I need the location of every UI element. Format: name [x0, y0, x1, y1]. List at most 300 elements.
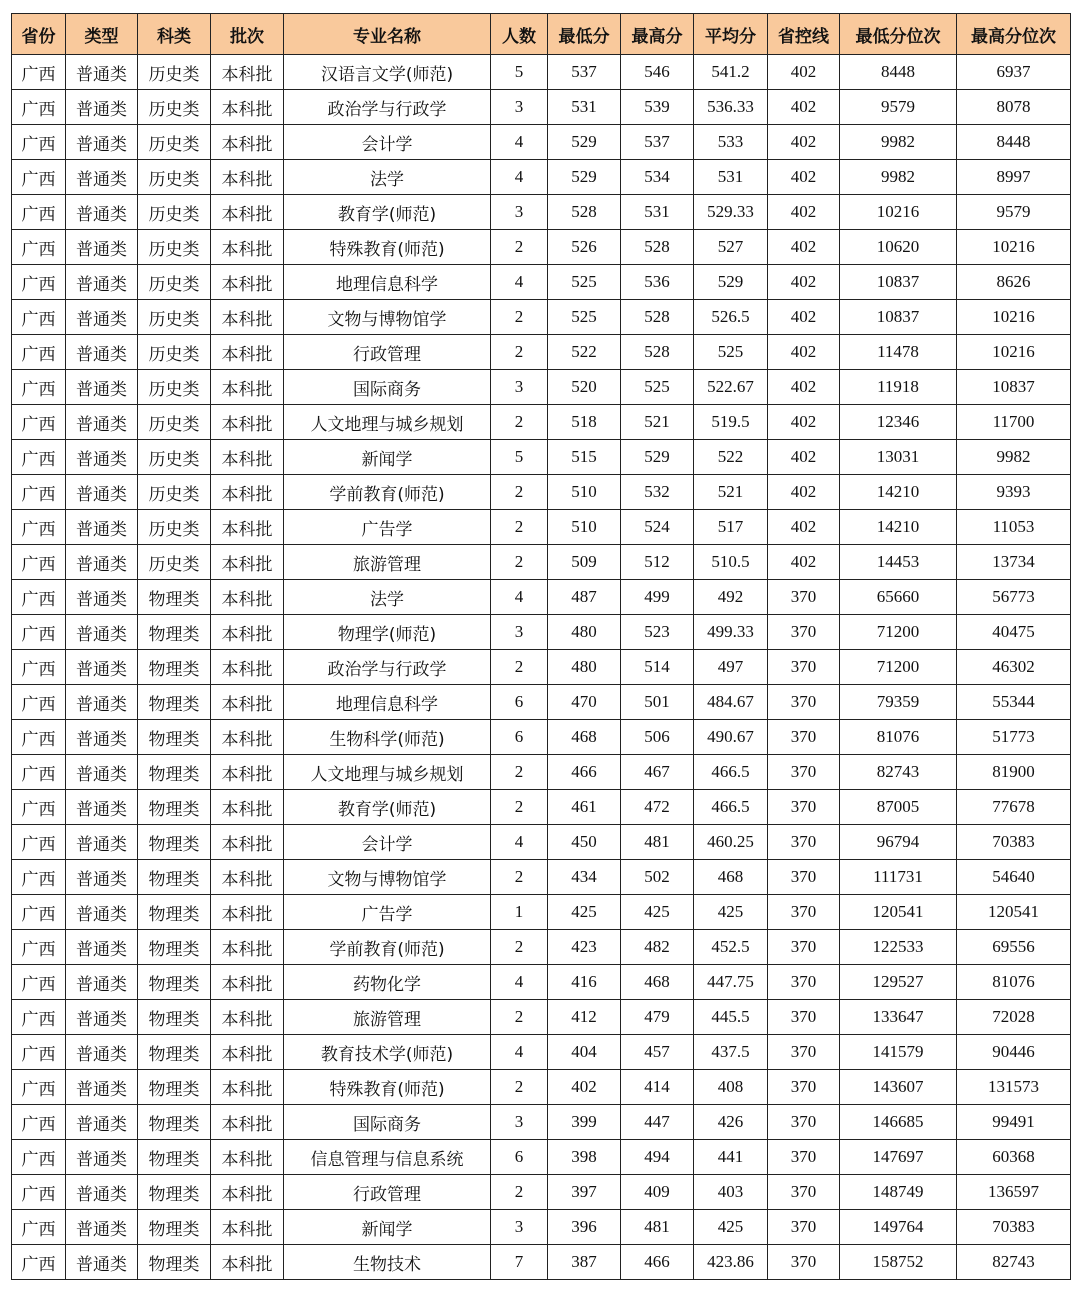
cell-major-name: 国际商务 — [284, 370, 491, 405]
cell-type: 普通类 — [66, 265, 138, 300]
cell-major-name: 新闻学 — [284, 1210, 491, 1245]
cell-enrollment-count: 4 — [491, 125, 548, 160]
cell-max-score: 482 — [621, 930, 694, 965]
cell-enrollment-count: 6 — [491, 685, 548, 720]
cell-provincial-control-line: 370 — [768, 1105, 840, 1140]
cell-provincial-control-line: 370 — [768, 1000, 840, 1035]
cell-subject-category: 物理类 — [138, 860, 211, 895]
cell-max-score: 521 — [621, 405, 694, 440]
cell-max-score-rank: 70383 — [957, 825, 1071, 860]
cell-type: 普通类 — [66, 510, 138, 545]
cell-type: 普通类 — [66, 370, 138, 405]
cell-type: 普通类 — [66, 195, 138, 230]
cell-batch: 本科批 — [211, 1175, 284, 1210]
cell-province: 广西 — [12, 825, 66, 860]
cell-max-score-rank: 8078 — [957, 90, 1071, 125]
column-header-avg-score: 平均分 — [694, 14, 768, 55]
cell-min-score-rank: 120541 — [840, 895, 957, 930]
cell-avg-score: 468 — [694, 860, 768, 895]
table-row — [12, 545, 1071, 580]
cell-type: 普通类 — [66, 300, 138, 335]
cell-province: 广西 — [12, 510, 66, 545]
cell-subject-category: 物理类 — [138, 930, 211, 965]
cell-max-score: 528 — [621, 230, 694, 265]
cell-max-score-rank: 10216 — [957, 230, 1071, 265]
cell-max-score-rank: 131573 — [957, 1070, 1071, 1105]
cell-province: 广西 — [12, 930, 66, 965]
cell-type: 普通类 — [66, 930, 138, 965]
cell-province: 广西 — [12, 300, 66, 335]
cell-avg-score: 466.5 — [694, 755, 768, 790]
cell-type: 普通类 — [66, 1140, 138, 1175]
cell-subject-category: 物理类 — [138, 1175, 211, 1210]
cell-subject-category: 物理类 — [138, 685, 211, 720]
cell-min-score-rank: 146685 — [840, 1105, 957, 1140]
cell-max-score-rank: 6937 — [957, 55, 1071, 90]
cell-type: 普通类 — [66, 1210, 138, 1245]
cell-type: 普通类 — [66, 1000, 138, 1035]
cell-provincial-control-line: 402 — [768, 125, 840, 160]
cell-provincial-control-line: 370 — [768, 685, 840, 720]
cell-min-score: 518 — [548, 405, 621, 440]
cell-max-score-rank: 56773 — [957, 580, 1071, 615]
cell-major-name: 生物技术 — [284, 1245, 491, 1280]
cell-enrollment-count: 4 — [491, 160, 548, 195]
cell-max-score: 514 — [621, 650, 694, 685]
cell-min-score: 480 — [548, 615, 621, 650]
cell-max-score-rank: 10216 — [957, 335, 1071, 370]
cell-max-score-rank: 11700 — [957, 405, 1071, 440]
table-row — [12, 405, 1071, 440]
cell-provincial-control-line: 370 — [768, 615, 840, 650]
table-row — [12, 1210, 1071, 1245]
cell-provincial-control-line: 370 — [768, 965, 840, 1000]
cell-min-score: 398 — [548, 1140, 621, 1175]
cell-major-name: 国际商务 — [284, 1105, 491, 1140]
cell-max-score-rank: 9393 — [957, 475, 1071, 510]
cell-max-score-rank: 8997 — [957, 160, 1071, 195]
table-row — [12, 195, 1071, 230]
cell-subject-category: 历史类 — [138, 265, 211, 300]
cell-subject-category: 历史类 — [138, 160, 211, 195]
cell-min-score-rank: 65660 — [840, 580, 957, 615]
cell-provincial-control-line: 370 — [768, 1070, 840, 1105]
column-header-enrollment-count: 人数 — [491, 14, 548, 55]
cell-major-name: 新闻学 — [284, 440, 491, 475]
cell-min-score: 520 — [548, 370, 621, 405]
cell-max-score: 528 — [621, 335, 694, 370]
cell-min-score: 480 — [548, 650, 621, 685]
cell-batch: 本科批 — [211, 370, 284, 405]
cell-subject-category: 物理类 — [138, 1210, 211, 1245]
cell-max-score-rank: 70383 — [957, 1210, 1071, 1245]
cell-min-score: 396 — [548, 1210, 621, 1245]
cell-provincial-control-line: 402 — [768, 160, 840, 195]
cell-max-score: 467 — [621, 755, 694, 790]
cell-batch: 本科批 — [211, 1105, 284, 1140]
cell-major-name: 特殊教育(师范) — [284, 230, 491, 265]
cell-provincial-control-line: 402 — [768, 440, 840, 475]
cell-max-score: 466 — [621, 1245, 694, 1280]
cell-provincial-control-line: 402 — [768, 545, 840, 580]
cell-provincial-control-line: 370 — [768, 720, 840, 755]
cell-type: 普通类 — [66, 860, 138, 895]
cell-provincial-control-line: 402 — [768, 405, 840, 440]
cell-max-score-rank: 13734 — [957, 545, 1071, 580]
cell-provincial-control-line: 402 — [768, 195, 840, 230]
cell-min-score: 399 — [548, 1105, 621, 1140]
cell-min-score-rank: 158752 — [840, 1245, 957, 1280]
cell-subject-category: 物理类 — [138, 1105, 211, 1140]
cell-min-score-rank: 14210 — [840, 475, 957, 510]
cell-max-score-rank: 51773 — [957, 720, 1071, 755]
table-row — [12, 1140, 1071, 1175]
cell-enrollment-count: 4 — [491, 1035, 548, 1070]
cell-major-name: 药物化学 — [284, 965, 491, 1000]
cell-max-score: 409 — [621, 1175, 694, 1210]
cell-province: 广西 — [12, 335, 66, 370]
cell-avg-score: 541.2 — [694, 55, 768, 90]
cell-provincial-control-line: 370 — [768, 790, 840, 825]
cell-min-score-rank: 9982 — [840, 160, 957, 195]
cell-provincial-control-line: 402 — [768, 230, 840, 265]
cell-subject-category: 历史类 — [138, 300, 211, 335]
table-row — [12, 370, 1071, 405]
cell-type: 普通类 — [66, 1070, 138, 1105]
cell-avg-score: 519.5 — [694, 405, 768, 440]
cell-batch: 本科批 — [211, 160, 284, 195]
cell-type: 普通类 — [66, 545, 138, 580]
cell-subject-category: 历史类 — [138, 440, 211, 475]
cell-avg-score: 426 — [694, 1105, 768, 1140]
cell-subject-category: 物理类 — [138, 580, 211, 615]
cell-subject-category: 物理类 — [138, 755, 211, 790]
cell-avg-score: 531 — [694, 160, 768, 195]
cell-avg-score: 521 — [694, 475, 768, 510]
cell-max-score-rank: 82743 — [957, 1245, 1071, 1280]
cell-subject-category: 物理类 — [138, 1035, 211, 1070]
column-header-type: 类型 — [66, 14, 138, 55]
cell-max-score-rank: 9579 — [957, 195, 1071, 230]
cell-enrollment-count: 7 — [491, 1245, 548, 1280]
cell-provincial-control-line: 402 — [768, 510, 840, 545]
cell-min-score: 470 — [548, 685, 621, 720]
cell-major-name: 物理学(师范) — [284, 615, 491, 650]
cell-max-score-rank: 10837 — [957, 370, 1071, 405]
cell-provincial-control-line: 370 — [768, 1035, 840, 1070]
cell-batch: 本科批 — [211, 335, 284, 370]
cell-type: 普通类 — [66, 160, 138, 195]
cell-min-score: 522 — [548, 335, 621, 370]
cell-enrollment-count: 2 — [491, 545, 548, 580]
cell-max-score-rank: 69556 — [957, 930, 1071, 965]
cell-subject-category: 物理类 — [138, 615, 211, 650]
table-header-row — [12, 14, 1071, 55]
cell-province: 广西 — [12, 1105, 66, 1140]
cell-min-score-rank: 12346 — [840, 405, 957, 440]
table-row — [12, 1175, 1071, 1210]
cell-province: 广西 — [12, 440, 66, 475]
cell-max-score-rank: 54640 — [957, 860, 1071, 895]
cell-max-score-rank: 9982 — [957, 440, 1071, 475]
cell-min-score-rank: 10620 — [840, 230, 957, 265]
cell-major-name: 法学 — [284, 580, 491, 615]
cell-batch: 本科批 — [211, 755, 284, 790]
cell-min-score-rank: 111731 — [840, 860, 957, 895]
cell-min-score: 404 — [548, 1035, 621, 1070]
cell-avg-score: 490.67 — [694, 720, 768, 755]
table-row — [12, 720, 1071, 755]
cell-min-score: 509 — [548, 545, 621, 580]
table-row — [12, 230, 1071, 265]
cell-subject-category: 历史类 — [138, 55, 211, 90]
cell-subject-category: 物理类 — [138, 1000, 211, 1035]
cell-min-score: 402 — [548, 1070, 621, 1105]
cell-min-score: 510 — [548, 475, 621, 510]
cell-provincial-control-line: 370 — [768, 895, 840, 930]
table-row — [12, 825, 1071, 860]
table-row — [12, 580, 1071, 615]
cell-min-score-rank: 14453 — [840, 545, 957, 580]
column-header-min-score: 最低分 — [548, 14, 621, 55]
cell-provincial-control-line: 370 — [768, 1140, 840, 1175]
cell-subject-category: 历史类 — [138, 230, 211, 265]
cell-batch: 本科批 — [211, 685, 284, 720]
table-row — [12, 790, 1071, 825]
table-row — [12, 1000, 1071, 1035]
cell-major-name: 行政管理 — [284, 1175, 491, 1210]
cell-max-score: 539 — [621, 90, 694, 125]
cell-enrollment-count: 1 — [491, 895, 548, 930]
cell-max-score-rank: 90446 — [957, 1035, 1071, 1070]
cell-min-score-rank: 10216 — [840, 195, 957, 230]
cell-type: 普通类 — [66, 1035, 138, 1070]
cell-batch: 本科批 — [211, 545, 284, 580]
cell-province: 广西 — [12, 685, 66, 720]
table-row — [12, 1035, 1071, 1070]
cell-min-score-rank: 81076 — [840, 720, 957, 755]
cell-max-score-rank: 10216 — [957, 300, 1071, 335]
cell-provincial-control-line: 402 — [768, 265, 840, 300]
cell-min-score: 461 — [548, 790, 621, 825]
cell-provincial-control-line: 370 — [768, 580, 840, 615]
cell-batch: 本科批 — [211, 55, 284, 90]
cell-enrollment-count: 5 — [491, 55, 548, 90]
cell-enrollment-count: 2 — [491, 1000, 548, 1035]
cell-major-name: 会计学 — [284, 125, 491, 160]
cell-province: 广西 — [12, 895, 66, 930]
cell-min-score: 487 — [548, 580, 621, 615]
cell-batch: 本科批 — [211, 615, 284, 650]
cell-type: 普通类 — [66, 825, 138, 860]
cell-max-score-rank: 120541 — [957, 895, 1071, 930]
cell-avg-score: 527 — [694, 230, 768, 265]
cell-provincial-control-line: 370 — [768, 650, 840, 685]
cell-type: 普通类 — [66, 965, 138, 1000]
cell-min-score: 510 — [548, 510, 621, 545]
cell-province: 广西 — [12, 720, 66, 755]
cell-batch: 本科批 — [211, 230, 284, 265]
column-header-max-score: 最高分 — [621, 14, 694, 55]
cell-min-score: 515 — [548, 440, 621, 475]
cell-province: 广西 — [12, 650, 66, 685]
cell-provincial-control-line: 402 — [768, 475, 840, 510]
cell-avg-score: 492 — [694, 580, 768, 615]
cell-provincial-control-line: 370 — [768, 1245, 840, 1280]
cell-provincial-control-line: 370 — [768, 755, 840, 790]
cell-batch: 本科批 — [211, 405, 284, 440]
cell-subject-category: 物理类 — [138, 1245, 211, 1280]
cell-avg-score: 447.75 — [694, 965, 768, 1000]
cell-major-name: 汉语言文学(师范) — [284, 55, 491, 90]
cell-min-score: 425 — [548, 895, 621, 930]
cell-max-score-rank: 11053 — [957, 510, 1071, 545]
table-row — [12, 440, 1071, 475]
cell-province: 广西 — [12, 230, 66, 265]
cell-enrollment-count: 2 — [491, 650, 548, 685]
cell-subject-category: 历史类 — [138, 335, 211, 370]
cell-max-score: 481 — [621, 825, 694, 860]
cell-batch: 本科批 — [211, 580, 284, 615]
cell-major-name: 文物与博物馆学 — [284, 860, 491, 895]
cell-min-score: 529 — [548, 160, 621, 195]
cell-max-score: 506 — [621, 720, 694, 755]
cell-max-score: 536 — [621, 265, 694, 300]
cell-batch: 本科批 — [211, 965, 284, 1000]
cell-major-name: 人文地理与城乡规划 — [284, 755, 491, 790]
cell-avg-score: 441 — [694, 1140, 768, 1175]
cell-major-name: 法学 — [284, 160, 491, 195]
cell-province: 广西 — [12, 370, 66, 405]
cell-subject-category: 历史类 — [138, 405, 211, 440]
cell-batch: 本科批 — [211, 265, 284, 300]
cell-min-score-rank: 87005 — [840, 790, 957, 825]
cell-major-name: 地理信息科学 — [284, 685, 491, 720]
cell-enrollment-count: 4 — [491, 965, 548, 1000]
cell-province: 广西 — [12, 1000, 66, 1035]
cell-max-score: 499 — [621, 580, 694, 615]
cell-max-score-rank: 72028 — [957, 1000, 1071, 1035]
table-row — [12, 125, 1071, 160]
column-header-major-name: 专业名称 — [284, 14, 491, 55]
cell-enrollment-count: 3 — [491, 90, 548, 125]
cell-enrollment-count: 2 — [491, 1070, 548, 1105]
cell-major-name: 广告学 — [284, 510, 491, 545]
cell-max-score: 468 — [621, 965, 694, 1000]
column-header-batch: 批次 — [211, 14, 284, 55]
cell-subject-category: 历史类 — [138, 195, 211, 230]
cell-province: 广西 — [12, 195, 66, 230]
cell-major-name: 旅游管理 — [284, 1000, 491, 1035]
cell-provincial-control-line: 370 — [768, 825, 840, 860]
cell-avg-score: 408 — [694, 1070, 768, 1105]
cell-provincial-control-line: 370 — [768, 1210, 840, 1245]
cell-avg-score: 525 — [694, 335, 768, 370]
cell-batch: 本科批 — [211, 930, 284, 965]
cell-enrollment-count: 6 — [491, 720, 548, 755]
cell-enrollment-count: 5 — [491, 440, 548, 475]
cell-type: 普通类 — [66, 1105, 138, 1140]
cell-enrollment-count: 3 — [491, 1105, 548, 1140]
table-row — [12, 90, 1071, 125]
cell-max-score: 457 — [621, 1035, 694, 1070]
cell-subject-category: 物理类 — [138, 965, 211, 1000]
cell-avg-score: 529 — [694, 265, 768, 300]
cell-major-name: 教育技术学(师范) — [284, 1035, 491, 1070]
cell-subject-category: 历史类 — [138, 370, 211, 405]
cell-max-score-rank: 46302 — [957, 650, 1071, 685]
cell-enrollment-count: 2 — [491, 790, 548, 825]
cell-subject-category: 物理类 — [138, 1070, 211, 1105]
cell-max-score: 546 — [621, 55, 694, 90]
table-row — [12, 860, 1071, 895]
cell-max-score: 502 — [621, 860, 694, 895]
cell-type: 普通类 — [66, 90, 138, 125]
cell-min-score: 526 — [548, 230, 621, 265]
cell-province: 广西 — [12, 860, 66, 895]
cell-batch: 本科批 — [211, 720, 284, 755]
cell-major-name: 生物科学(师范) — [284, 720, 491, 755]
column-header-province: 省份 — [12, 14, 66, 55]
cell-province: 广西 — [12, 580, 66, 615]
cell-subject-category: 历史类 — [138, 475, 211, 510]
cell-min-score-rank: 82743 — [840, 755, 957, 790]
cell-avg-score: 536.33 — [694, 90, 768, 125]
cell-avg-score: 522 — [694, 440, 768, 475]
cell-min-score-rank: 11478 — [840, 335, 957, 370]
cell-batch: 本科批 — [211, 475, 284, 510]
cell-enrollment-count: 2 — [491, 300, 548, 335]
cell-province: 广西 — [12, 615, 66, 650]
cell-type: 普通类 — [66, 650, 138, 685]
cell-provincial-control-line: 370 — [768, 1175, 840, 1210]
cell-batch: 本科批 — [211, 1245, 284, 1280]
cell-major-name: 政治学与行政学 — [284, 90, 491, 125]
cell-max-score: 501 — [621, 685, 694, 720]
cell-max-score: 525 — [621, 370, 694, 405]
cell-max-score-rank: 55344 — [957, 685, 1071, 720]
cell-major-name: 旅游管理 — [284, 545, 491, 580]
cell-type: 普通类 — [66, 55, 138, 90]
cell-max-score-rank: 99491 — [957, 1105, 1071, 1140]
cell-max-score: 447 — [621, 1105, 694, 1140]
cell-batch: 本科批 — [211, 860, 284, 895]
cell-subject-category: 物理类 — [138, 790, 211, 825]
cell-min-score: 525 — [548, 265, 621, 300]
cell-avg-score: 403 — [694, 1175, 768, 1210]
cell-type: 普通类 — [66, 440, 138, 475]
cell-subject-category: 历史类 — [138, 510, 211, 545]
cell-type: 普通类 — [66, 230, 138, 265]
table-row — [12, 755, 1071, 790]
cell-enrollment-count: 4 — [491, 265, 548, 300]
table-row — [12, 335, 1071, 370]
cell-max-score-rank: 8448 — [957, 125, 1071, 160]
cell-min-score-rank: 71200 — [840, 615, 957, 650]
cell-major-name: 会计学 — [284, 825, 491, 860]
table-row — [12, 650, 1071, 685]
table-row — [12, 55, 1071, 90]
cell-subject-category: 历史类 — [138, 90, 211, 125]
column-header-min-score-rank: 最低分位次 — [840, 14, 957, 55]
cell-subject-category: 物理类 — [138, 720, 211, 755]
cell-max-score: 531 — [621, 195, 694, 230]
table-row — [12, 615, 1071, 650]
cell-min-score-rank: 149764 — [840, 1210, 957, 1245]
cell-provincial-control-line: 370 — [768, 860, 840, 895]
cell-batch: 本科批 — [211, 510, 284, 545]
column-header-max-score-rank: 最高分位次 — [957, 14, 1071, 55]
